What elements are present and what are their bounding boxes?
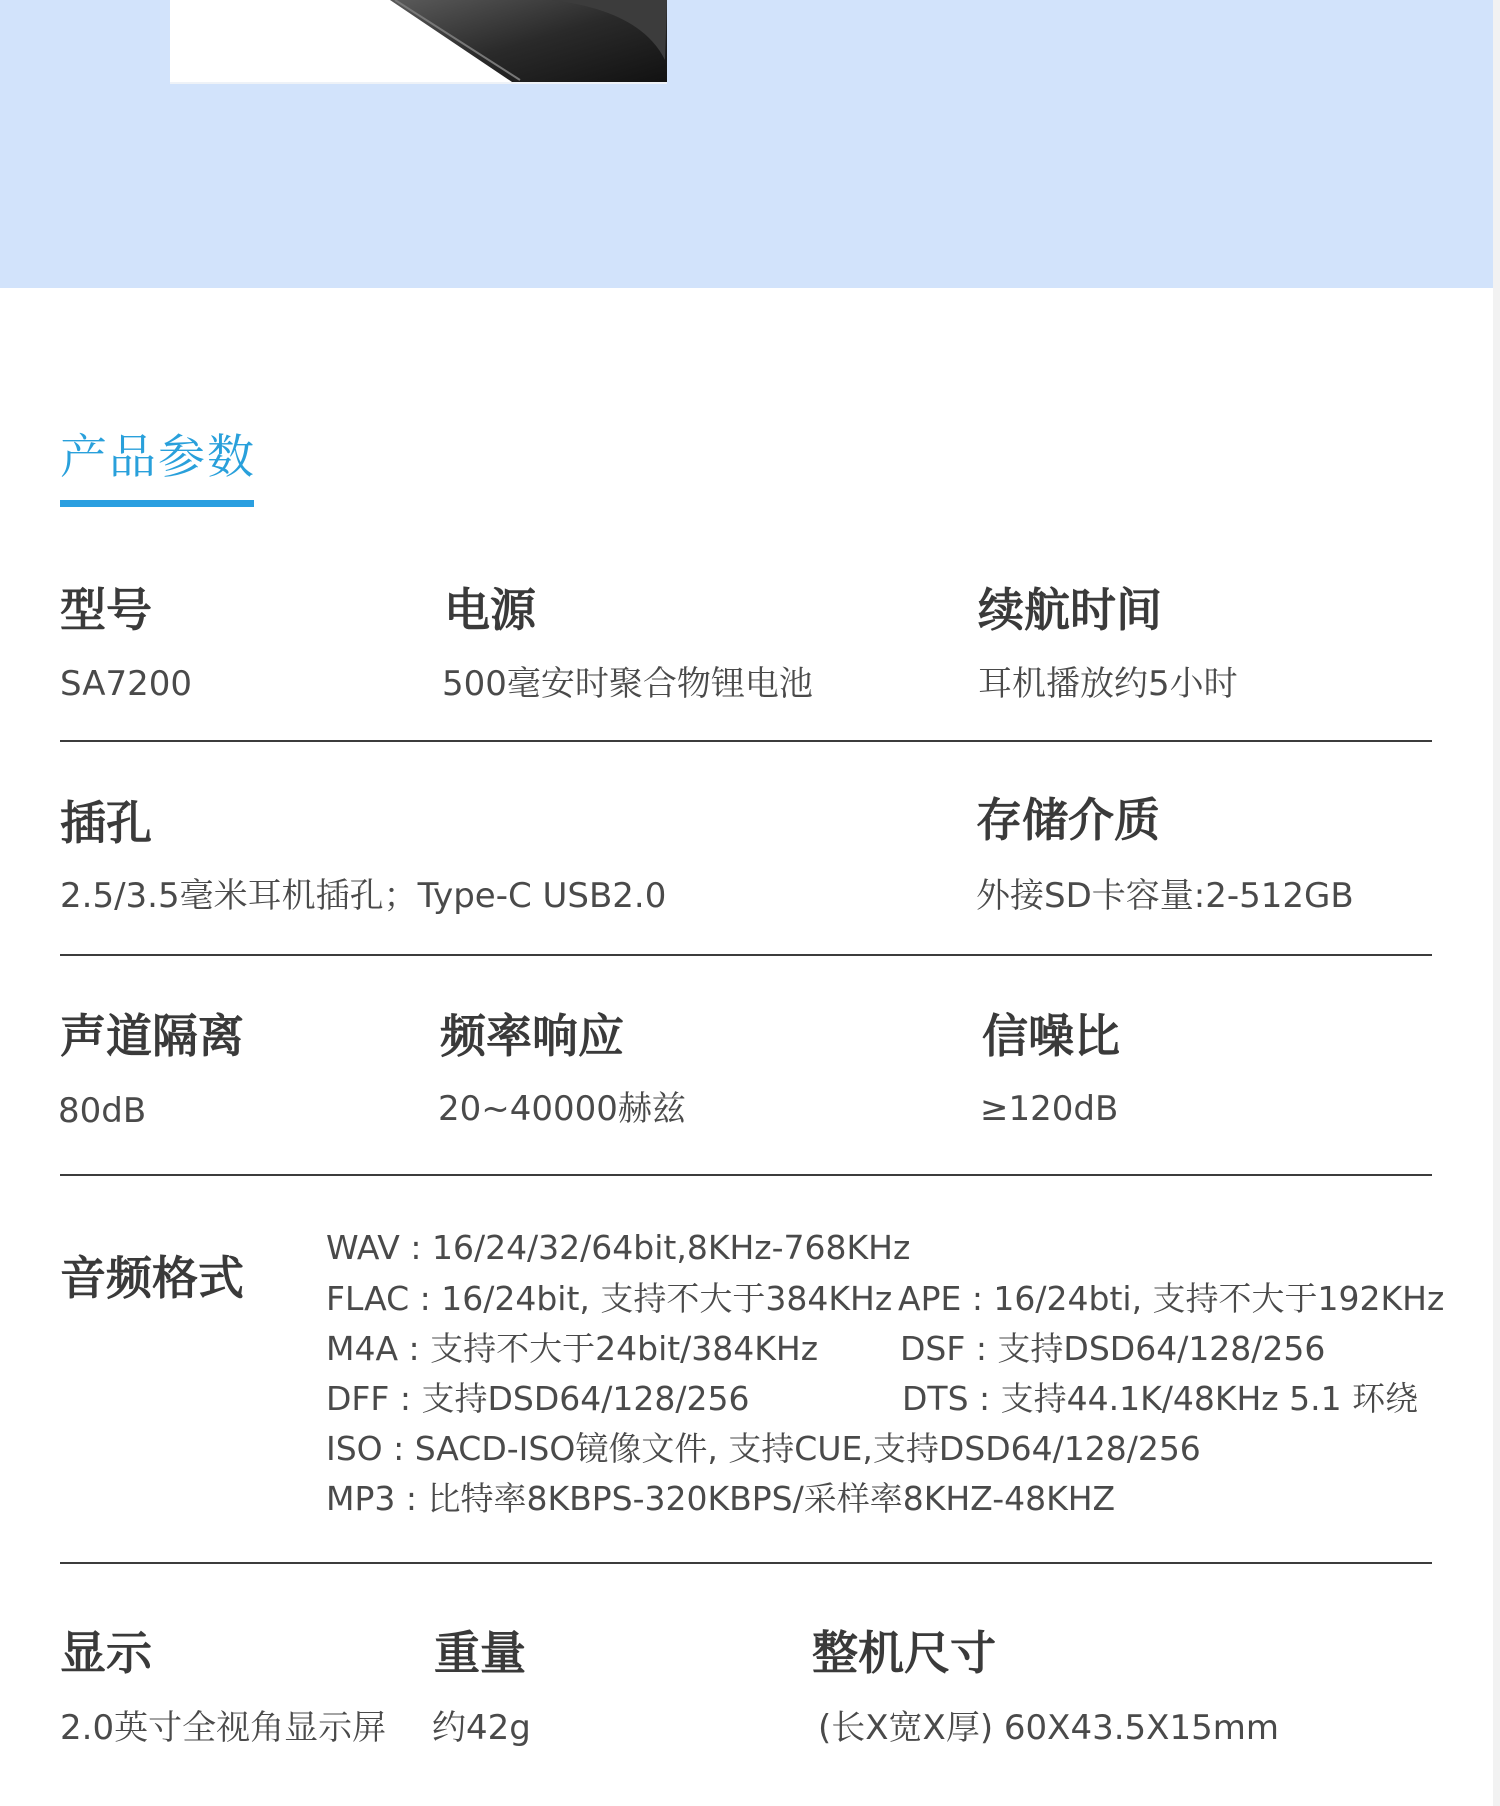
section-title: 产品参数: [60, 430, 256, 485]
spec-label-dimensions: 整机尺寸: [812, 1626, 996, 1680]
spec-value-storage: 外接SD卡容量:2-512GB: [976, 876, 1354, 916]
spec-value-channel-separation: 80dB: [58, 1091, 147, 1131]
section-title-underline: [60, 500, 254, 507]
spec-value-display: 2.0英寸全视角显示屏: [60, 1708, 387, 1748]
format-dff: DFF : 支持DSD64/128/256: [326, 1379, 750, 1418]
spec-label-channel-separation: 声道隔离: [60, 1009, 244, 1063]
format-flac: FLAC : 16/24bit, 支持不大于384KHz: [326, 1279, 893, 1318]
device-image-fragment: [170, 0, 667, 84]
spec-value-model: SA7200: [60, 664, 192, 704]
spec-value-weight: 约42g: [432, 1708, 531, 1748]
format-ape: APE : 16/24bti, 支持不大于192KHz: [898, 1279, 1445, 1318]
format-m4a: M4A : 支持不大于24bit/384KHz: [326, 1329, 819, 1368]
spec-label-display: 显示: [60, 1626, 152, 1680]
format-dts: DTS : 支持44.1K/48KHz 5.1 环绕: [902, 1379, 1419, 1418]
product-photo: [170, 0, 667, 84]
row-divider: [60, 1562, 1432, 1564]
spec-label-storage: 存储介质: [976, 793, 1160, 847]
spec-label-frequency-response: 频率响应: [440, 1009, 624, 1063]
spec-value-dimensions: (长X宽X厚) 60X43.5X15mm: [818, 1708, 1279, 1748]
spec-label-battery-life: 续航时间: [978, 583, 1162, 637]
spec-label-power: 电源: [444, 583, 536, 637]
spec-value-frequency-response: 20~40000赫兹: [438, 1089, 686, 1129]
spec-value-jack: 2.5/3.5毫米耳机插孔；Type-C USB2.0: [60, 876, 667, 916]
spec-label-jack: 插孔: [60, 796, 152, 850]
row-divider: [60, 1174, 1432, 1176]
format-dsf: DSF : 支持DSD64/128/256: [900, 1329, 1326, 1368]
product-banner: [0, 0, 1493, 288]
format-mp3: MP3 : 比特率8KBPS-320KBPS/采样率8KHZ-48KHZ: [326, 1479, 1116, 1518]
row-divider: [60, 954, 1432, 956]
spec-value-battery-life: 耳机播放约5小时: [978, 664, 1238, 704]
row-divider: [60, 740, 1432, 742]
format-wav: WAV : 16/24/32/64bit,8KHz-768KHz: [326, 1228, 911, 1267]
spec-value-power: 500毫安时聚合物锂电池: [442, 664, 813, 704]
format-iso: ISO : SACD-ISO镜像文件, 支持CUE,支持DSD64/128/256: [326, 1429, 1201, 1468]
spec-value-snr: ≥120dB: [980, 1089, 1119, 1129]
spec-label-weight: 重量: [434, 1626, 526, 1680]
right-edge-strip: [1493, 0, 1500, 1806]
spec-label-snr: 信噪比: [982, 1009, 1120, 1063]
spec-label-audio-formats: 音频格式: [60, 1251, 244, 1305]
spec-label-model: 型号: [60, 583, 152, 637]
